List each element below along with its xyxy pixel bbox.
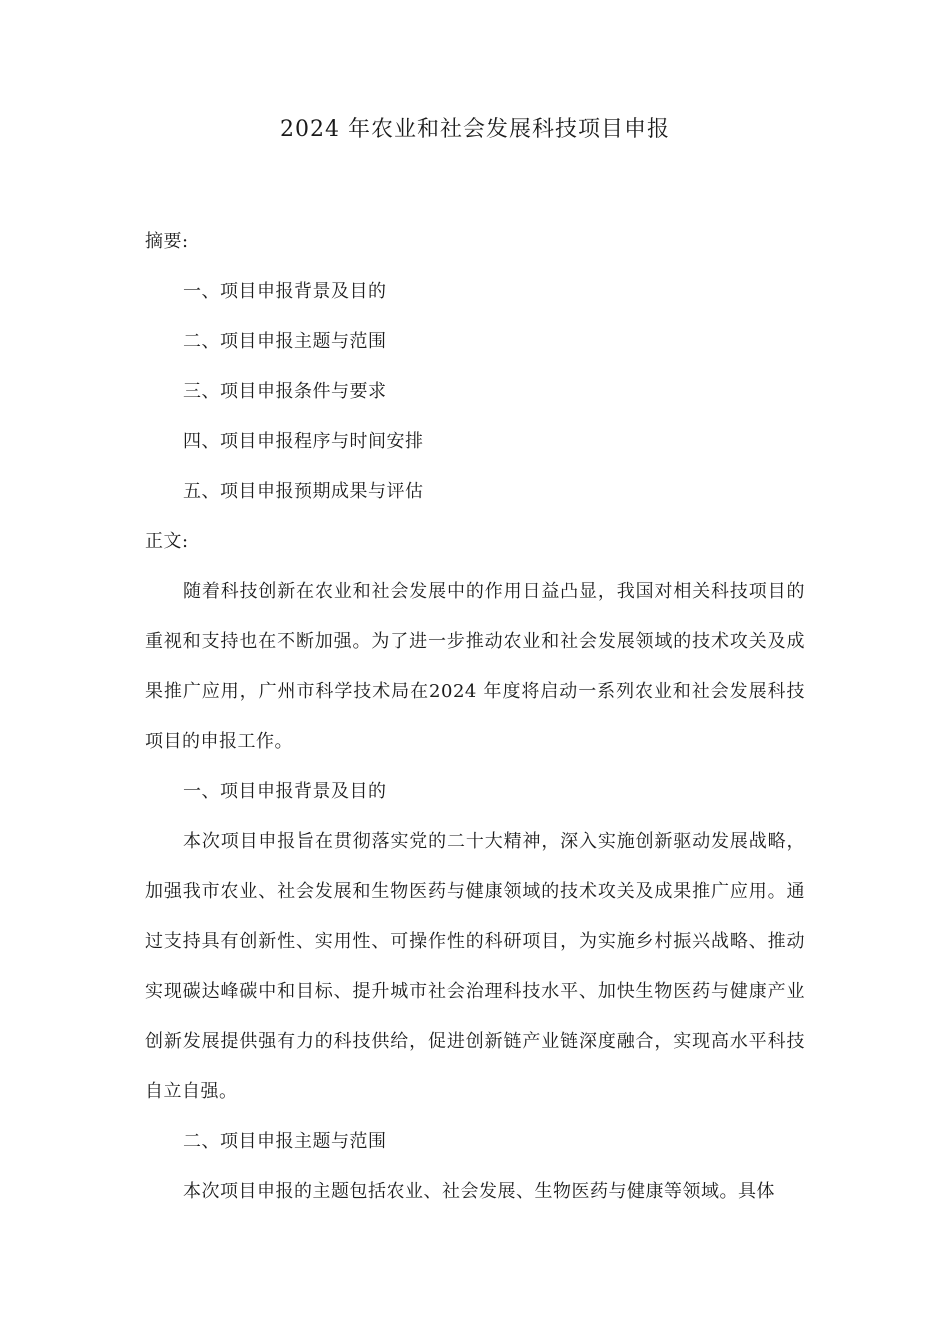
- document-body: [145, 217, 805, 1217]
- section-heading: 一、项目申报背景及目的: [183, 781, 387, 802]
- body-label: 正文:: [145, 531, 189, 552]
- toc-item: 一、项目申报背景及目的: [183, 281, 387, 302]
- toc-item: 五、项目申报预期成果与评估: [183, 481, 424, 502]
- paragraph: 本次项目申报的主题包括农业、社会发展、生物医药与健康等领域。具体: [183, 1181, 775, 1202]
- paragraph: 本次项目申报旨在贯彻落实党的二十大精神，深入实施创新驱动发展战略，加强我市农业、社会发展和生物医药与健康领域的技术攻关及成果推广应用。通过支持具有创新性、实用性、可操作性的科研项目，为实施乡村振兴战略、推动实现碳达峰碳中和目标、提升城市社会治理科技水平、加快生物医药与健康产业创新发展提供强有力的科技供给，促进创新链产业链深度融合，实现高水平科技自立自强。: [145, 831, 805, 1102]
- toc-item: 三、项目申报条件与要求: [183, 381, 387, 402]
- toc-item: 四、项目申报程序与时间安排: [183, 431, 424, 452]
- toc-item: 二、项目申报主题与范围: [183, 331, 387, 352]
- section-heading: 二、项目申报主题与范围: [183, 1131, 387, 1152]
- document-title: 2024 年农业和社会发展科技项目申报: [280, 117, 670, 142]
- paragraph: 随着科技创新在农业和社会发展中的作用日益凸显，我国对相关科技项目的重视和支持也在不断加强。为了进一步推动农业和社会发展领域的技术攻关及成果推广应用，广州市科学技术局在2024 年度将启动一系列农业和社会发展科技项目的申报工作。: [145, 581, 805, 752]
- abstract-label: 摘要:: [145, 231, 189, 252]
